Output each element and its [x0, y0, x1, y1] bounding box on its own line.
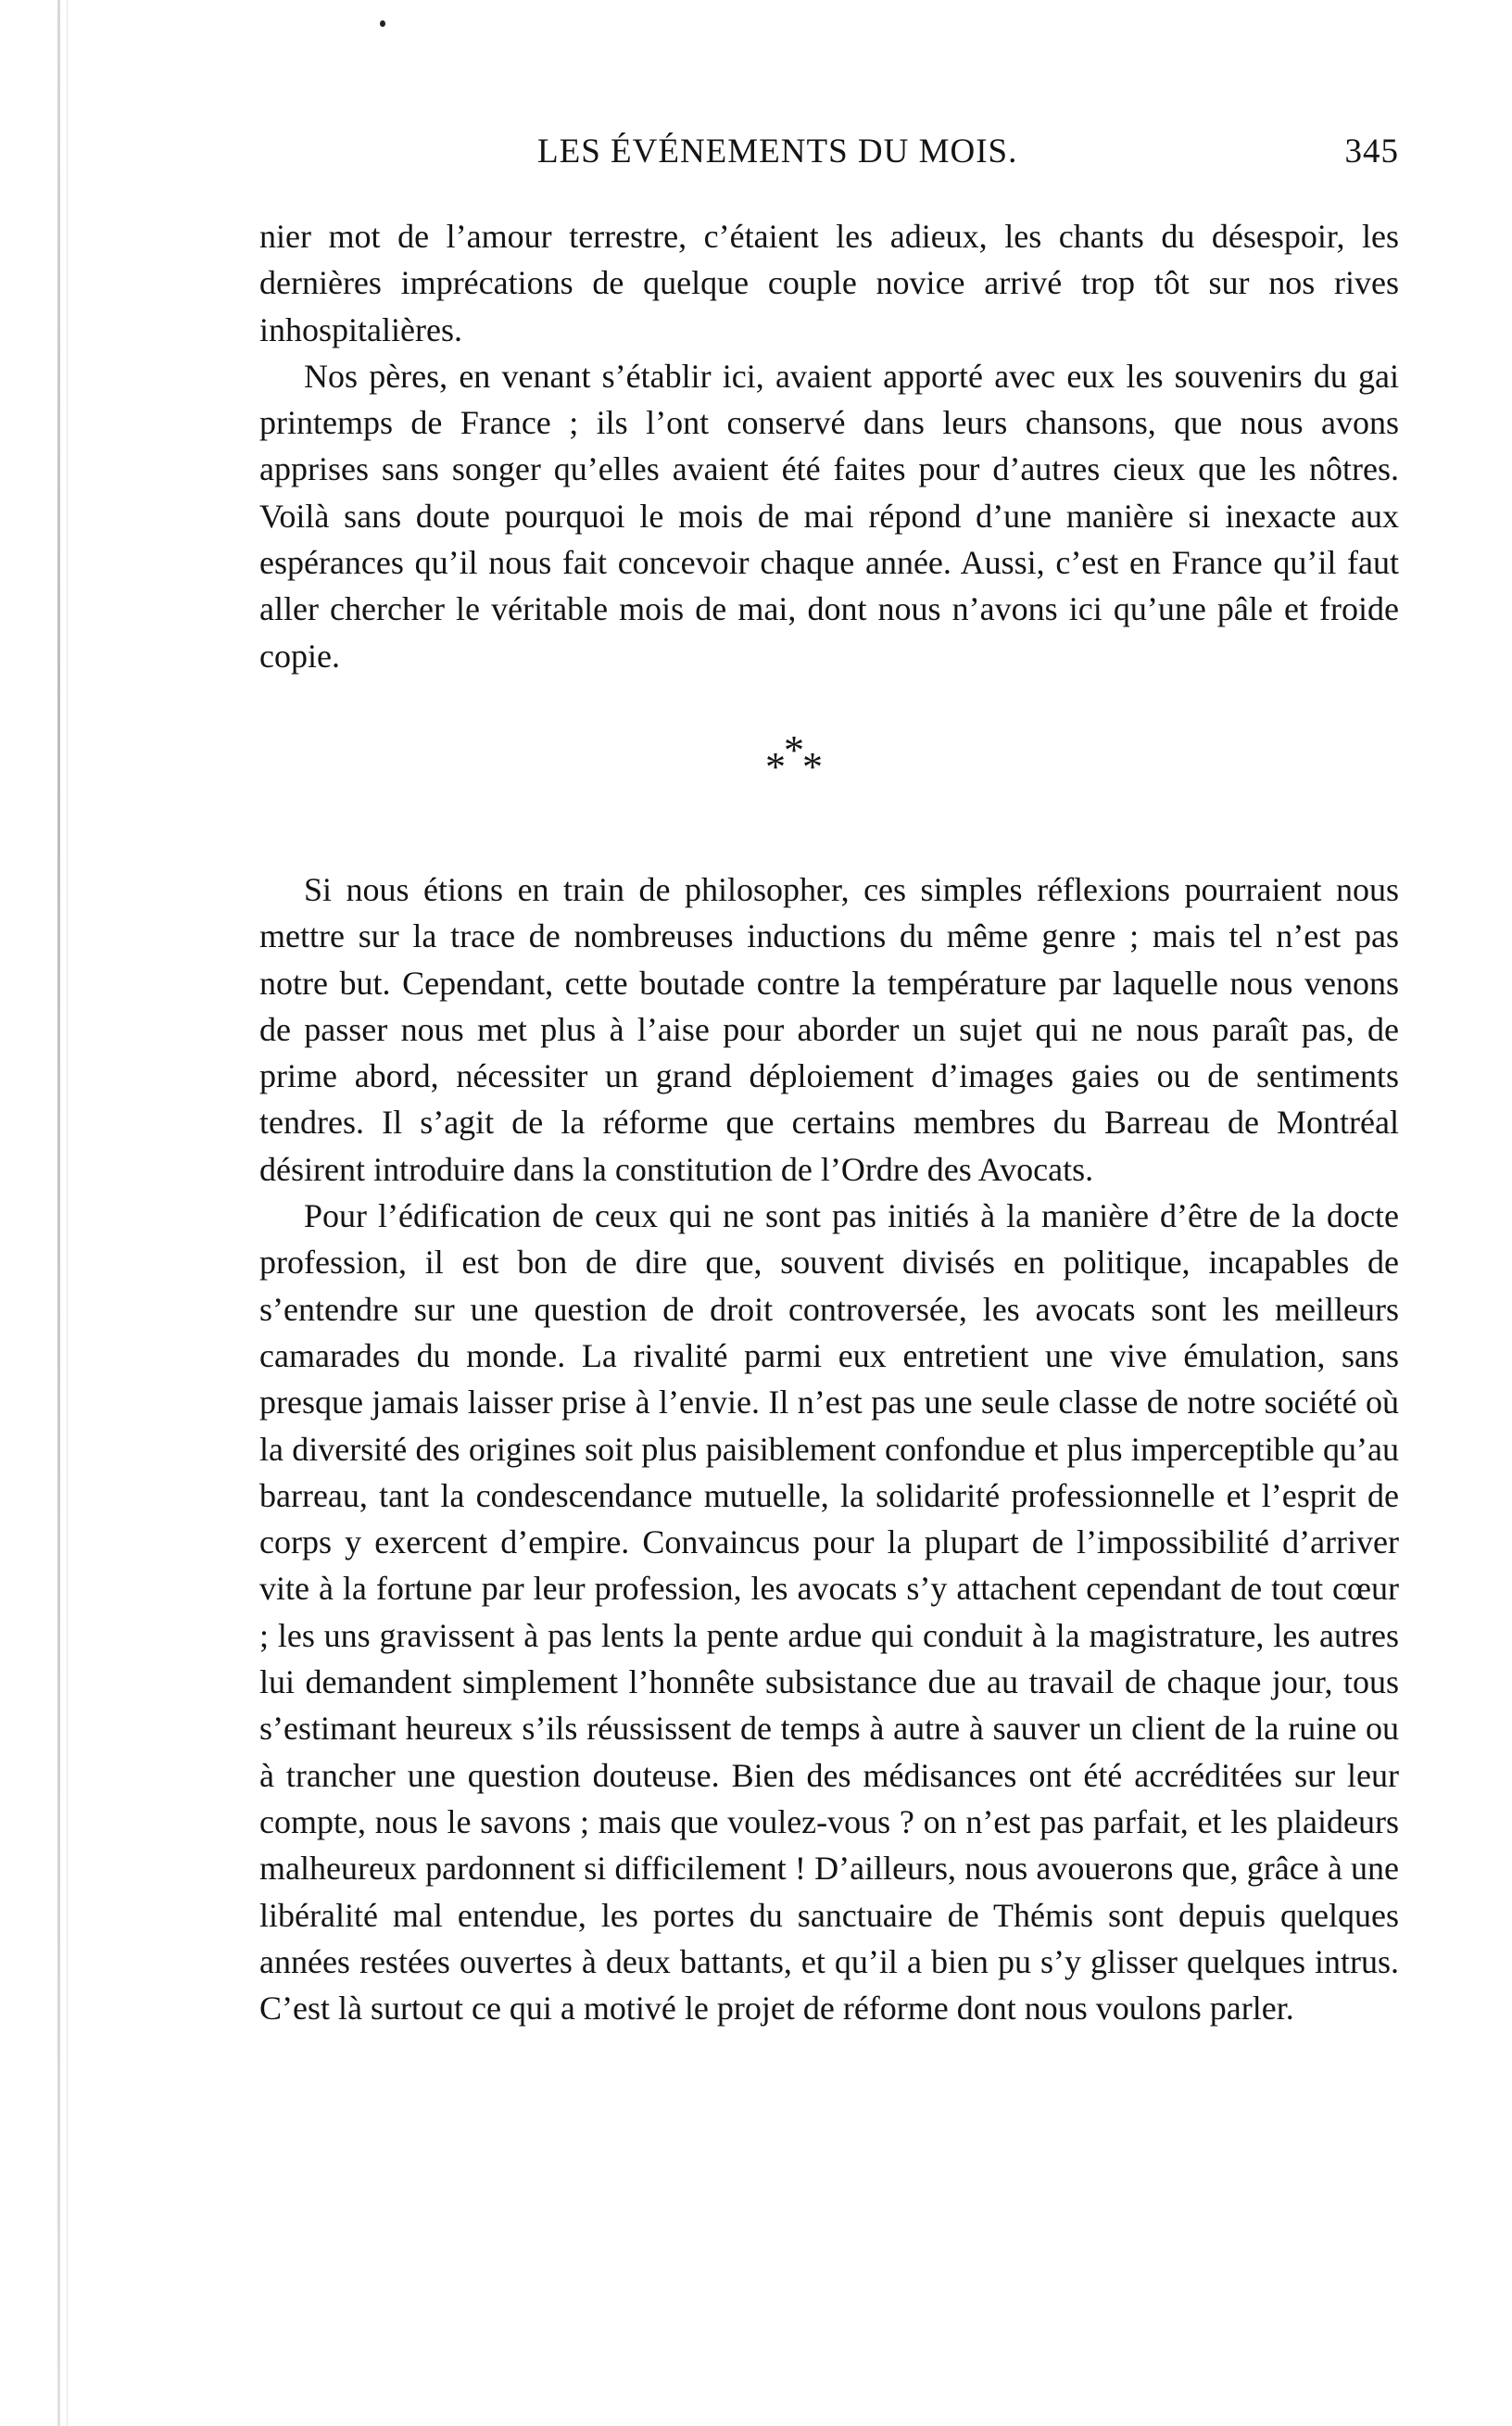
section-separator-asterism	[760, 727, 834, 795]
binding-edge-shadow	[57, 0, 60, 2426]
page-header	[259, 132, 1399, 183]
paragraph: Nos pères, en venant s’établir ici, avaient apporté avec eux les souvenirs du gai printemps de France ; ils l’ont conservé dans leurs chansons, que nous avons apprises sans songer qu’elles avaient été faites pour d’autres cieux que les nôtres. Voilà sans doute pourquoi le mois de mai répond d’une manière si inexacte aux espérances qu’il nous fait concevoir chaque année. Aussi, c’est en France qu’il faut aller chercher le véritable mois de mai, dont nous n’avons ici qu’une pâle et froide copie.	[259, 357, 1399, 675]
running-title: LES ÉVÉNEMENTS DU MOIS.	[537, 133, 1018, 171]
asterisk-top: *	[784, 727, 804, 773]
ink-speck	[380, 20, 385, 27]
paragraph: Pour l’édification de ceux qui ne sont pas initiés à la manière d’être de la docte profession, il est bon de dire que, souvent divisés en politique, incapables de s’entendre sur une question de droit controversée, les avocats sont les meilleurs camarades du monde. La rivalité parmi eux entretient une vive émulation, sans presque jamais laisser prise à l’envie. Il n’est pas une seule classe de notre société où la diversité des origines soit plus paisiblement confondue et plus imperceptible qu’au barreau, tant la condescendance mutuelle, la solidarité professionnelle et l’esprit de corps y exercent d’empire. Convaincus pour la plupart de l’impossibilité d’arriver vite à la fortune par leur profession, les avocats s’y attachent cependant de tout cœur ; les uns gravissent à pas lents la pente ardue qui conduit à la magistrature, les autres lui demandent simplement l’honnête subsistance due au travail de chaque jour, tous s’estimant heureux s’ils réussissent de temps à autre à sauver un client de la ruine ou à trancher une question douteuse. Bien des médisances ont été accréditées sur leur compte, nous le savons ; mais que voulez-vous ? on n’est pas parfait, et les plaideurs malheureux pardonnent si difficilement ! D’ailleurs, nous avouerons que, grâce à une libéralité mal entendue, les portes du sanctuaire de Thémis sont depuis quelques années restées ouvertes à deux battants, et qu’il a bien pu s’y glisser quelques intrus. C’est là surtout ce qui a motivé le projet de réforme dont nous voulons parler.	[259, 1197, 1399, 2028]
paragraph: Si nous étions en train de philosopher, ces simples réflexions pourraient nous mettre sur la trace de nombreuses inductions du même genre ; mais tel n’est pas notre but. Cependant, cette boutade contre la température par laquelle nous venons de passer nous met plus à l’aise pour aborder un sujet qui ne nous paraît pas, de prime abord, nécessiter un grand déploiement d’images gaies ou de sentiments tendres. Il s’agit de la réforme que certains membres du Barreau de Montréal désirent introduire dans la constitution de l’Ordre des Avocats.	[259, 871, 1399, 1188]
page-number: 345	[1344, 133, 1399, 171]
asterisk-right: *	[802, 744, 823, 790]
binding-edge-line	[67, 0, 68, 2426]
text-block-bottom	[259, 866, 1399, 2031]
asterisk-left: *	[765, 744, 786, 790]
text-block-top	[259, 213, 1399, 679]
paragraph-continued: nier mot de l’amour terrestre, c’étaient les adieux, les chants du désespoir, les dernières imprécations de quelque couple novice arrivé trop tôt sur nos rives inhospitalières.	[259, 218, 1399, 348]
